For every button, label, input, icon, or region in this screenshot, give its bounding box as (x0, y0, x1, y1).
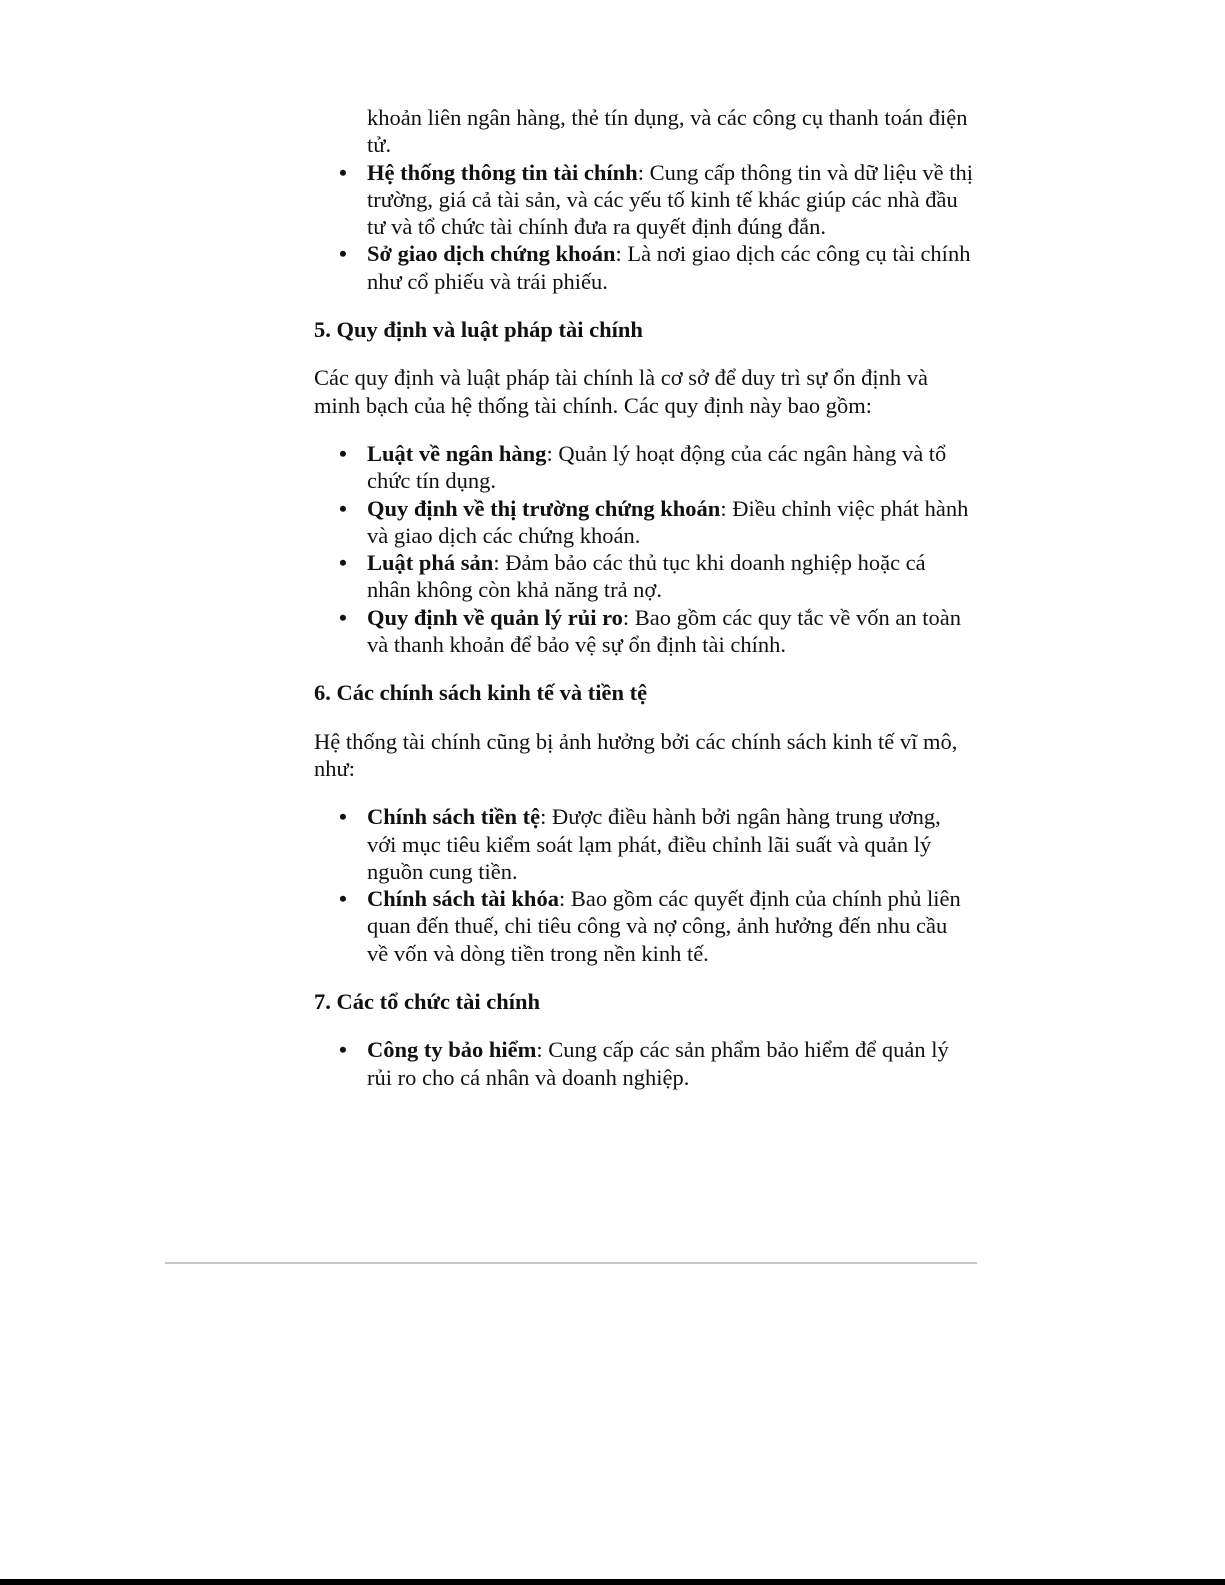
list-item-term: Quy định về thị trường chứng khoán (367, 495, 721, 521)
bullet-dot: • (339, 241, 347, 267)
continued-list-item (314, 104, 974, 159)
list-item (314, 495, 974, 550)
list-item-term: Luật về ngân hàng (367, 440, 547, 466)
list-item-desc: : Bao gồm các quyết định của chính phủ liên quan đến thuế, chi tiêu công và nợ công, ảnh hưởng đến nhu cầu về vốn và dòng tiền trong nền kinh tế. (367, 886, 961, 966)
bullet-dot: • (339, 804, 347, 830)
list-item-term: Chính sách tài khóa (367, 886, 559, 912)
list-item (314, 1036, 974, 1091)
list-item-desc: : Là nơi giao dịch các công cụ tài chính như cổ phiếu và trái phiếu. (367, 241, 971, 294)
list-item-term: Hệ thống thông tin tài chính (367, 159, 638, 185)
list-item-term: Sở giao dịch chứng khoán (367, 241, 616, 267)
page-divider (165, 1262, 977, 1264)
section-6-intro: Hệ thống tài chính cũng bị ảnh hưởng bởi các chính sách kinh tế vĩ mô, như: (314, 728, 958, 781)
document-body (314, 104, 974, 1091)
section-5-intro: Các quy định và luật pháp tài chính là cơ sở để duy trì sự ổn định và minh bạch của hệ thống tài chính. Các quy định này bao gồm: (314, 365, 928, 418)
list-item (314, 549, 974, 604)
list-item-desc: : Được điều hành bởi ngân hàng trung ương, với mục tiêu kiểm soát lạm phát, điều chỉnh lãi suất và quản lý nguồn cung tiền. (367, 804, 941, 884)
section-heading-7: 7. Các tổ chức tài chính (314, 989, 540, 1015)
bullet-dot: • (339, 159, 347, 185)
list-item (314, 604, 974, 659)
list-item-term: Quy định về quản lý rủi ro (367, 604, 623, 630)
bullet-dot: • (339, 1037, 347, 1063)
bullet-dot: • (339, 495, 347, 521)
bottom-edge (0, 1579, 1225, 1585)
continued-item-text: khoản liên ngân hàng, thẻ tín dụng, và các công cụ thanh toán điện tử. (367, 105, 968, 158)
section-heading-5: 5. Quy định và luật pháp tài chính (314, 317, 643, 343)
list-item-desc: : Bao gồm các quy tắc về vốn an toàn và thanh khoản để bảo vệ sự ổn định tài chính. (367, 604, 961, 658)
list-item-desc: : Cung cấp thông tin và dữ liệu về thị trường, giá cả tài sản, và các yếu tố kinh tế khác giúp các nhà đầu tư và tổ chức tài chính đưa ra quyết định đúng đắn. (367, 159, 973, 240)
bullet-dot: • (339, 604, 347, 630)
list-item (314, 240, 974, 295)
list-item-desc: : Cung cấp các sản phẩm bảo hiểm để quản lý rủi ro cho cá nhân và doanh nghiệp. (367, 1037, 949, 1090)
list-item-desc: : Đảm bảo các thủ tục khi doanh nghiệp hoặc cá nhân không còn khả năng trả nợ. (367, 550, 926, 603)
bullet-dot: • (339, 886, 347, 912)
list-item-desc: : Điều chỉnh việc phát hành và giao dịch các chứng khoán. (367, 495, 969, 548)
bullet-dot: • (339, 550, 347, 576)
list-item (314, 885, 974, 967)
list-item-term: Luật phá sản (367, 550, 494, 576)
section-heading-6: 6. Các chính sách kinh tế và tiền tệ (314, 680, 648, 706)
list-item-term: Chính sách tiền tệ (367, 804, 541, 830)
list-item (314, 440, 974, 495)
bullet-dot: • (339, 440, 347, 466)
list-item (314, 159, 974, 241)
list-item-desc: : Quản lý hoạt động của các ngân hàng và tổ chức tín dụng. (367, 440, 947, 494)
list-item-term: Công ty bảo hiểm (367, 1037, 537, 1063)
list-item (314, 803, 974, 885)
